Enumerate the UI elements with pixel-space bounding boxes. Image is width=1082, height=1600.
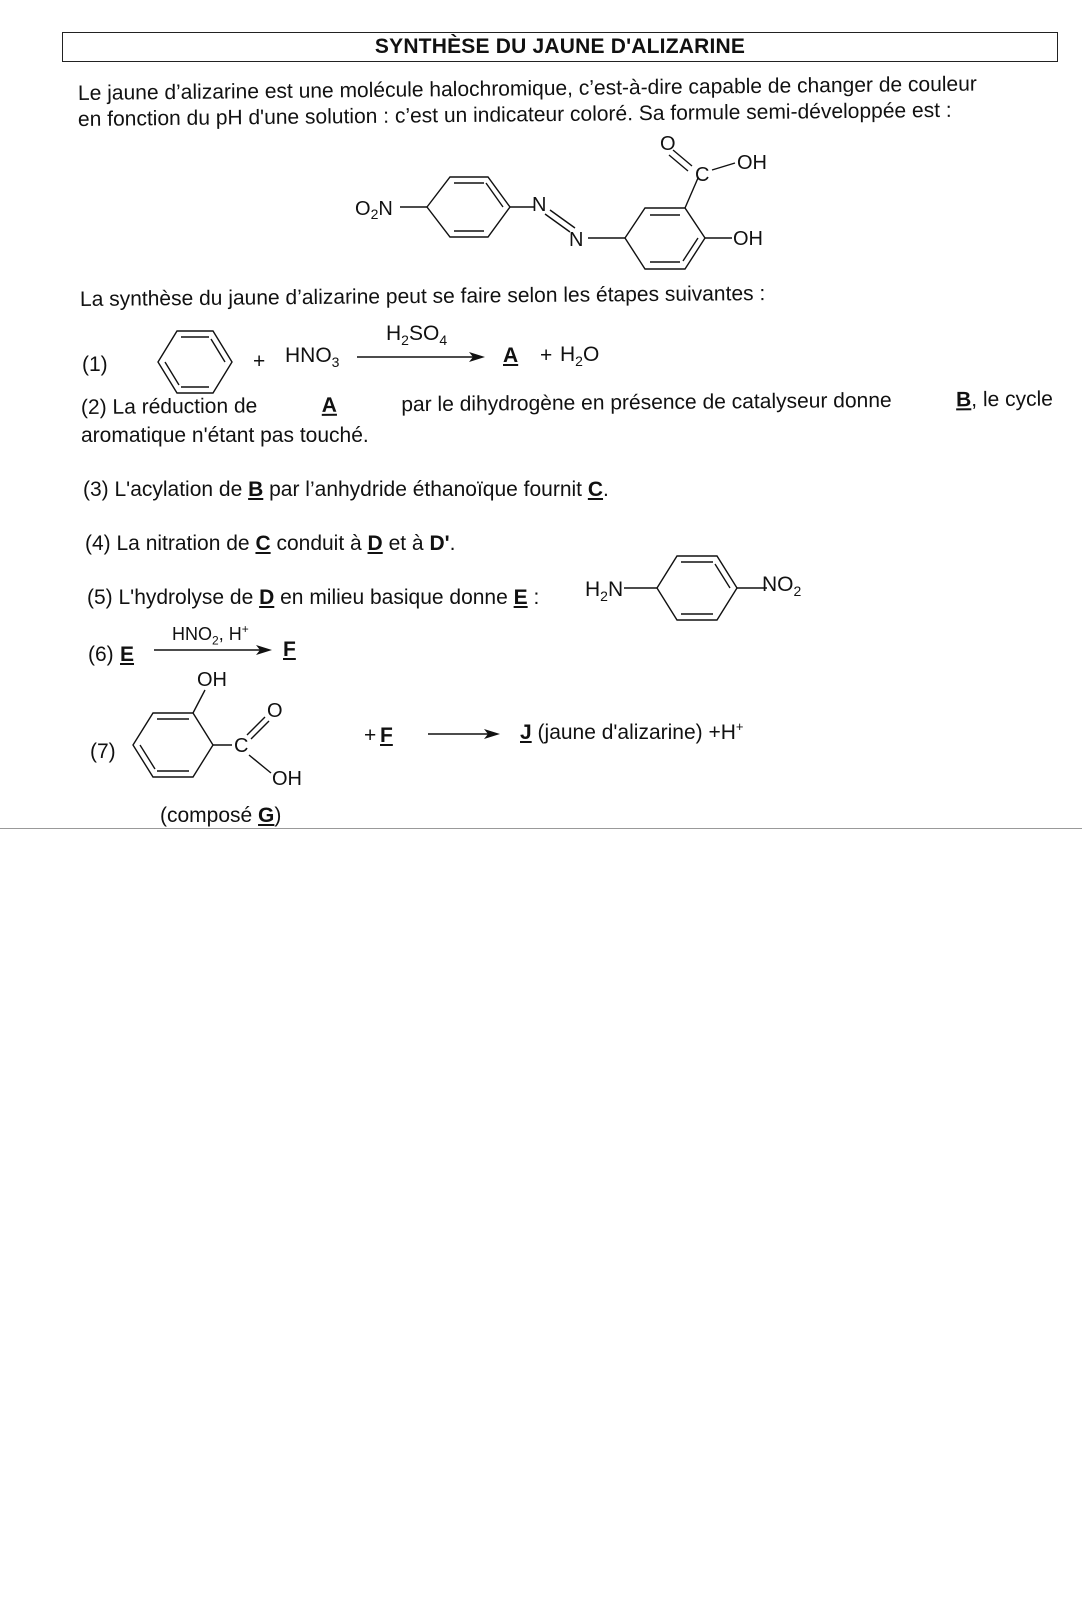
step7-f: F bbox=[380, 724, 393, 747]
step2-b: B bbox=[955, 388, 972, 412]
intro-line-1: Le jaune d’alizarine est une molécule halochromique, c’est-à-dire capable de changer de couleur bbox=[77, 72, 977, 105]
step3-b: B bbox=[248, 478, 264, 501]
salicylic-o: O bbox=[267, 700, 283, 722]
step1-arrow bbox=[355, 350, 490, 364]
step7-arrow bbox=[426, 727, 506, 741]
carbonyl-o-label: O bbox=[660, 133, 676, 155]
step2-line-2: aromatique n'étant pas touché. bbox=[81, 424, 369, 447]
step2-a: A bbox=[321, 393, 337, 417]
alizarin-yellow-structure bbox=[340, 128, 800, 278]
benzene-ring-2 bbox=[625, 208, 705, 269]
salicylic-oh-top: OH bbox=[197, 669, 227, 691]
title-box bbox=[62, 32, 1058, 62]
step4-dprime: D' bbox=[429, 532, 450, 555]
step7-number: (7) bbox=[90, 740, 116, 763]
step1-plus1: + bbox=[253, 350, 266, 373]
benzene-ring-1 bbox=[427, 177, 510, 237]
step1-number: (1) bbox=[82, 353, 108, 376]
step1-byproduct: $H_2O$ bbox=[560, 343, 600, 370]
step2-pre: (2) La réduction de bbox=[80, 394, 258, 419]
step6-reagent: $HNO_2$, H+ bbox=[172, 622, 249, 648]
step4-d: D bbox=[367, 532, 383, 555]
benzene-icon bbox=[150, 326, 240, 398]
salicylic-c: C bbox=[234, 735, 249, 757]
bottom-rule bbox=[0, 828, 1082, 829]
step7-product: J (jaune d'alizarine) +H+ bbox=[520, 719, 744, 744]
salicylic-oh-bottom: OH bbox=[272, 768, 302, 790]
step6-number: (6) bbox=[88, 643, 114, 666]
step3-c: C bbox=[587, 478, 604, 501]
step1-product: A bbox=[503, 344, 519, 367]
step6-f: F bbox=[283, 638, 296, 661]
n2-label: N bbox=[569, 229, 584, 251]
phenol-oh-label: OH bbox=[733, 228, 763, 250]
synthesis-intro: La synthèse du jaune d’alizarine peut se faire selon les étapes suivantes : bbox=[79, 282, 766, 311]
step1-reagent: $HNO_3$ bbox=[285, 344, 340, 371]
step7-plus: + bbox=[364, 724, 377, 747]
intro-line-2: en fonction du pH d'une solution : c’est un indicateur coloré. Sa formule semi-développée est : bbox=[77, 98, 952, 131]
step6-e: E bbox=[120, 643, 135, 666]
carbon-label: C bbox=[695, 164, 710, 186]
step1-plus2: + bbox=[540, 344, 553, 367]
step5-text: (5) L'hydrolyse de D en milieu basique donne E : bbox=[87, 586, 540, 609]
step7-j: J bbox=[520, 721, 532, 744]
step1-catalyst: $H_2SO_4$ bbox=[386, 322, 448, 349]
step3: (3) L'acylation de B par l’anhydride éthanoïque fournit C. bbox=[83, 478, 609, 501]
step2-post: , le cycle bbox=[971, 387, 1054, 412]
compound-g-caption: (composé G) bbox=[160, 804, 282, 827]
o2n-label: $O_2N$ bbox=[355, 198, 393, 222]
step4: (4) La nitration de C conduit à D et à D'. bbox=[85, 532, 456, 555]
step5-d: D bbox=[259, 586, 275, 609]
salicylic-acid-structure bbox=[125, 665, 315, 795]
step5-e: E bbox=[513, 586, 528, 609]
step2-mid: par le dihydrogène en présence de catalyseur donne bbox=[401, 388, 892, 417]
acid-oh-label: OH bbox=[737, 152, 767, 174]
step4-c: C bbox=[255, 532, 271, 555]
step6-arrow bbox=[152, 643, 277, 657]
compound-g: G bbox=[258, 804, 275, 827]
page-title: SYNTHÈSE DU JAUNE D'ALIZARINE bbox=[374, 35, 746, 58]
step5-no2: $NO_2$ bbox=[762, 573, 802, 600]
n1-label: N bbox=[532, 194, 547, 216]
step5-h2n: $H_2N$ bbox=[585, 578, 624, 605]
p-nitroaniline-ring bbox=[622, 548, 772, 628]
